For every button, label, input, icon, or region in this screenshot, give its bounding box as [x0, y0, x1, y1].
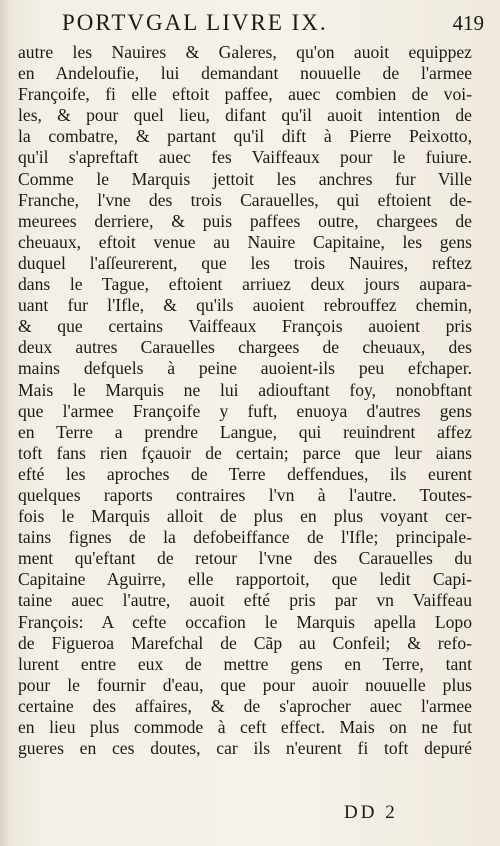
text-line: efté les aproches de Terre deffendues, ils eurent — [18, 463, 472, 484]
text-line: certaine des affaires, & de s'aprocher auec l'armee — [18, 695, 472, 716]
text-line: mains defquels à peine auoient-ils peu efchaper. — [18, 358, 472, 379]
page-footer — [0, 802, 500, 830]
text-line: Franche, l'vne des trois Carauelles, qui eftoient de- — [18, 189, 472, 210]
body-text — [18, 42, 472, 759]
text-line: en Terre a prendre Langue, qui reuindrent affez — [18, 421, 472, 442]
text-line: de Figueroa Marefchal de Cãp au Confeil; & refo- — [18, 632, 472, 653]
text-line: en Andeloufie, lui demandant nouuelle de l'armee — [18, 63, 472, 84]
signature-mark: DD 2 — [344, 802, 398, 823]
text-line: uant fur l'Ifle, & qu'ils auoient rebrouffez chemin, — [18, 295, 472, 316]
text-line: la combatre, & partant qu'il dift à Pierre Peixotto, — [18, 126, 472, 147]
text-line: Françoife, fi elle eftoit paffee, auec combien de voi- — [18, 84, 472, 105]
text-line: lurent entre eux de mettre gens en Terre, tant — [18, 653, 472, 674]
page-number: 419 — [452, 11, 484, 35]
text-line: gueres en ces doutes, car ils n'eurent fi toft depuré — [18, 738, 472, 759]
text-line: Comme le Marquis jettoit les anchres fur Ville — [18, 168, 472, 189]
text-line: deux autres Carauelles chargees de cheuaux, des — [18, 337, 472, 358]
text-line: cheuaux, eftoit venue au Nauire Capitaine, les gens — [18, 231, 472, 252]
text-line: les, & pour quel lieu, difant qu'il auoit intention de — [18, 105, 472, 126]
text-line: Mais le Marquis ne lui adiouftant foy, nonobftant — [18, 379, 472, 400]
text-line: duquel l'aſſeurerent, que les trois Nauires, reftez — [18, 252, 472, 273]
text-line: taine auec l'autre, auoit efté pris par vn Vaiffeau — [18, 590, 472, 611]
text-line: en lieu plus commode à ceft effect. Mais on ne fut — [18, 717, 472, 737]
text-line: François: A cefte occafion le Marquis apella Lopo — [18, 611, 472, 632]
text-line: quelques raports contraires l'vn à l'autre. Toutes- — [18, 484, 472, 505]
text-line: toft fans rien fçauoir de certain; parce que leur aians — [18, 442, 472, 463]
text-line: dans le Tague, eftoient arriuez deux jours aupara- — [18, 274, 472, 295]
running-head: PORTVGAL LIVRE IX. — [62, 10, 328, 35]
text-line: Capitaine Aguirre, elle rapportoit, que ledit Capi- — [18, 569, 472, 590]
text-line: & que certains Vaiffeaux François auoient pris — [18, 316, 472, 337]
text-line: que l'armee Françoife y fuft, enuoya d'autres gens — [18, 400, 472, 421]
text-line: autre les Nauires & Galeres, qu'on auoit equippez — [18, 42, 472, 62]
text-line: qu'il s'apreftaft auec fes Vaiffeaux pour le fuiure. — [18, 147, 472, 168]
text-line: fois le Marquis alloit de plus en plus voyant cer- — [18, 506, 472, 527]
text-line: meurees derriere, & puis paffees outre, chargees de — [18, 210, 472, 231]
text-line: tains fignes de la defobeiffance de l'Ifle; principale- — [18, 527, 472, 548]
page-edge-shadow — [0, 0, 10, 846]
text-line: pour le fournir d'eau, que pour auoir nouuelle plus — [18, 674, 472, 695]
text-line: ment qu'eftant de retour l'vne des Carauelles du — [18, 548, 472, 569]
page-header — [62, 10, 484, 44]
